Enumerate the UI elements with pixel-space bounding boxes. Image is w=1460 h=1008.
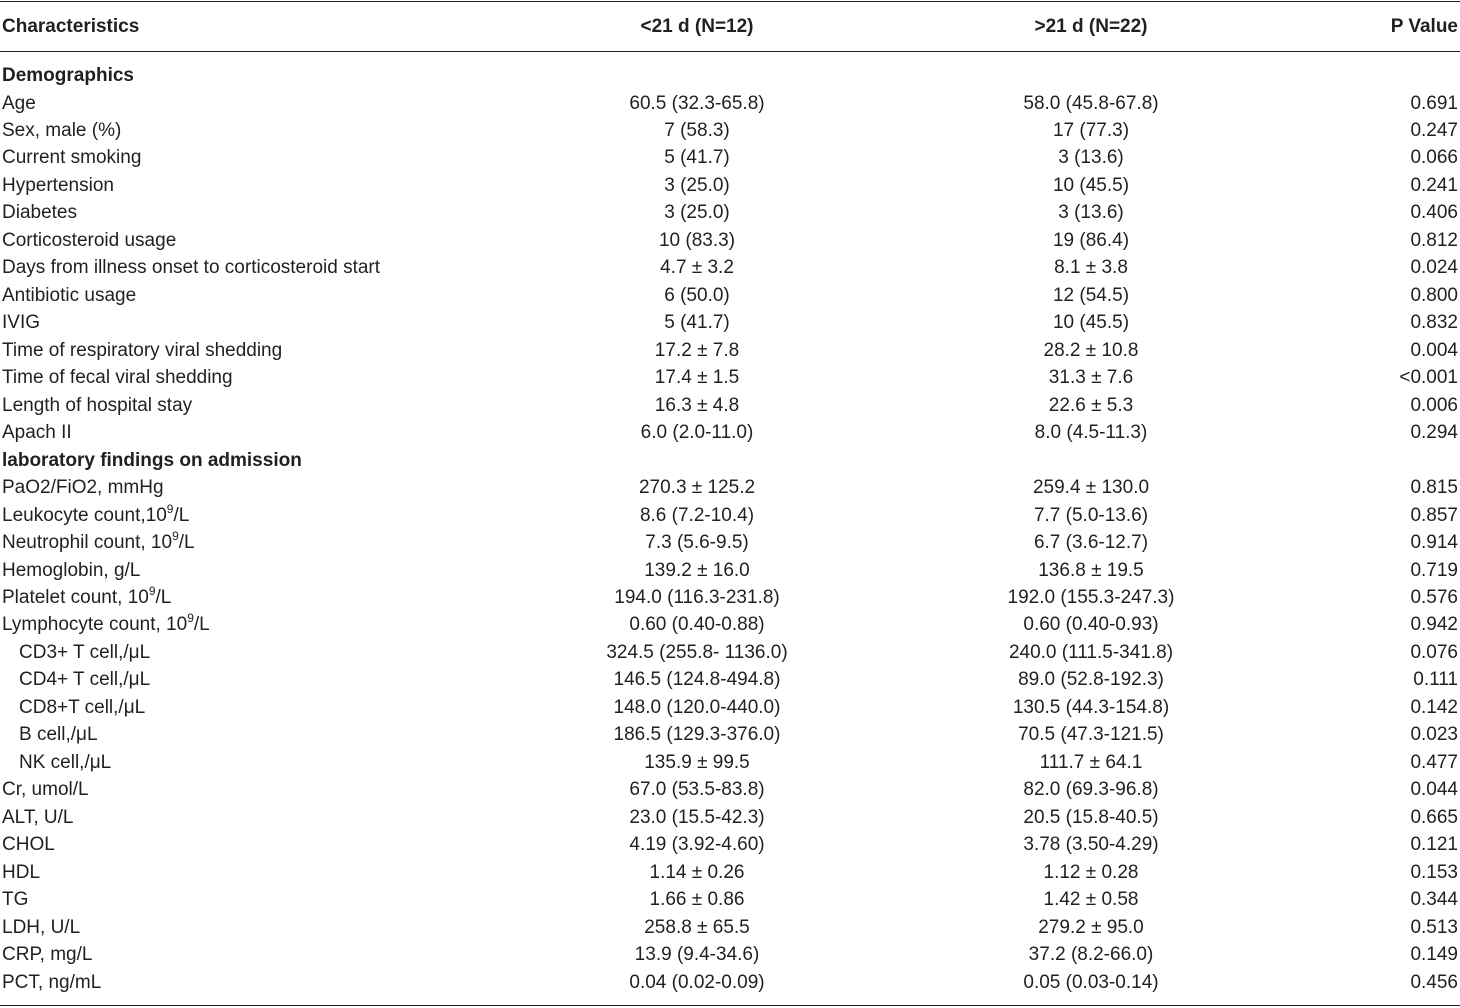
table-header-rule (0, 51, 1460, 52)
row-characteristic: Platelet count, $10^9/L$ (2, 583, 172, 608)
cell-under-21d: 3 (25.0) (664, 202, 730, 224)
section-title: laboratory findings on admission (2, 449, 302, 471)
cell-under-21d: 17.2 ± 7.8 (654, 339, 740, 361)
cell-over-21d: 259.4 ± 130.0 (1032, 477, 1150, 498)
table-top-rule (0, 1, 1460, 2)
table-row (0, 886, 1460, 913)
row-characteristic: Age (2, 92, 36, 114)
cell-over-21d: 3 (13.6) (1058, 202, 1124, 224)
row-characteristic: Sex, male (%) (2, 119, 122, 141)
section-heading (0, 447, 1460, 474)
cell-over-21d: 111.7 ± 64.1 (1039, 751, 1143, 773)
row-characteristic: Length of hospital stay (2, 394, 193, 416)
table-row (0, 254, 1460, 281)
table-row (0, 227, 1460, 254)
table-row (0, 941, 1460, 968)
cell-over-21d: 6.7 (3.6-12.7) (1033, 532, 1149, 553)
cell-p-value: 0.247 (1410, 119, 1458, 141)
table-row (0, 804, 1460, 831)
cell-under-21d: 1.66 ± 0.86 (649, 889, 745, 911)
cell-p-value: 0.812 (1410, 229, 1458, 251)
table-row (0, 611, 1460, 638)
cell-over-21d: 8.1 ± 3.8 (1054, 257, 1128, 279)
cell-p-value: 0.004 (1410, 339, 1458, 361)
row-characteristic: Days from illness onset to corticosteroid start (2, 257, 381, 279)
table-row (0, 199, 1460, 226)
cell-under-21d: 0.60 (0.40-0.88) (629, 614, 765, 636)
table-row (0, 749, 1460, 776)
cell-p-value: 0.800 (1410, 284, 1458, 306)
cell-p-value: <0.001 (1399, 367, 1458, 389)
cell-p-value: 0.149 (1410, 944, 1458, 965)
cell-over-21d: 17 (77.3) (1052, 119, 1130, 141)
cell-over-21d: 1.12 ± 0.28 (1043, 861, 1139, 883)
cell-over-21d: 82.0 (69.3-96.8) (1023, 779, 1159, 801)
cell-p-value: 0.456 (1410, 971, 1458, 993)
cell-under-21d: 23.0 (15.5-42.3) (629, 806, 765, 828)
row-characteristic: ALT, U/L (2, 806, 74, 828)
cell-under-21d: 324.5 (255.8- 1136.0) (606, 641, 788, 663)
cell-under-21d: 0.04 (0.02-0.09) (629, 971, 765, 993)
cell-over-21d: 1.42 ± 0.58 (1043, 889, 1139, 911)
cell-p-value: 0.477 (1410, 751, 1458, 773)
cell-under-21d: 10 (83.3) (658, 229, 736, 251)
row-characteristic: Current smoking (2, 147, 142, 169)
row-characteristic: TG (2, 889, 29, 911)
cell-over-21d: 130.5 (44.3-154.8) (1012, 696, 1170, 718)
cell-over-21d: 0.05 (0.03-0.14) (1023, 971, 1159, 993)
row-characteristic: B cell,/μL (19, 724, 98, 746)
cell-over-21d: 3 (13.6) (1058, 147, 1124, 169)
cell-over-21d: 8.0 (4.5-11.3) (1034, 422, 1148, 444)
cell-p-value: 0.832 (1410, 312, 1458, 334)
cell-p-value: 0.914 (1410, 532, 1458, 553)
table-row (0, 969, 1460, 996)
cell-over-21d: 12 (54.5) (1052, 284, 1130, 306)
cell-over-21d: 192.0 (155.3-247.3) (1007, 586, 1175, 608)
cell-p-value: 0.023 (1410, 724, 1458, 746)
cell-under-21d: 139.2 ± 16.0 (644, 559, 750, 581)
cell-over-21d: 58.0 (45.8-67.8) (1023, 92, 1159, 114)
table-row (0, 666, 1460, 693)
row-characteristic: Neutrophil count, $10^9/L$ (2, 529, 195, 553)
cell-p-value: 0.665 (1410, 806, 1458, 828)
cell-under-21d: 8.6 (7.2-10.4) (639, 504, 755, 526)
cell-under-21d: 17.4 ± 1.5 (654, 367, 740, 389)
row-characteristic: Hemoglobin, g/L (2, 559, 141, 581)
cell-over-21d: 31.3 ± 7.6 (1048, 367, 1134, 389)
cell-p-value: 0.691 (1410, 92, 1458, 114)
row-characteristic: Hypertension (2, 174, 114, 196)
row-characteristic: Antibiotic usage (2, 284, 137, 306)
cell-p-value: 0.513 (1410, 916, 1458, 938)
cell-over-21d: 28.2 ± 10.8 (1043, 339, 1139, 361)
row-characteristic: Leukocyte $count,10^9/L$ (2, 501, 190, 526)
cell-over-21d: 279.2 ± 95.0 (1038, 916, 1144, 938)
cell-p-value: 0.076 (1410, 641, 1458, 663)
cell-under-21d: 194.0 (116.3-231.8) (614, 586, 780, 608)
row-characteristic: NK cell,/μL (19, 751, 112, 773)
cell-p-value: 0.344 (1410, 889, 1458, 911)
row-characteristic: Corticosteroid usage (2, 229, 177, 251)
cell-over-21d: 70.5 (47.3-121.5) (1018, 724, 1164, 746)
cell-over-21d: 136.8 ± 19.5 (1038, 559, 1144, 581)
cell-over-21d: 89.0 (52.8-192.3) (1018, 669, 1164, 691)
cell-p-value: 0.294 (1410, 422, 1458, 444)
table-row (0, 419, 1460, 446)
row-characteristic: Time of fecal viral shedding (2, 367, 233, 389)
cell-under-21d: 270.3 ± 125.2 (638, 477, 756, 498)
row-characteristic: Diabetes (2, 202, 77, 224)
cell-over-21d: 22.6 ± 5.3 (1048, 394, 1134, 416)
cell-under-21d: 146.5 (124.8-494.8) (613, 669, 781, 691)
cell-over-21d: 7.7 (5.0-13.6) (1033, 504, 1149, 526)
cell-under-21d: 5 (41.7) (664, 147, 730, 169)
cell-over-21d: 20.5 (15.8-40.5) (1023, 806, 1159, 828)
header-characteristics: Characteristics (2, 16, 140, 37)
cell-under-21d: 13.9 (9.4-34.6) (634, 944, 760, 965)
table-row (0, 172, 1460, 199)
table-row (0, 776, 1460, 803)
cell-p-value: 0.044 (1410, 779, 1458, 801)
row-characteristic: CRP, mg/L (2, 944, 93, 965)
row-characteristic: IVIG (2, 312, 41, 334)
cell-p-value: 0.576 (1410, 586, 1458, 608)
row-characteristic: CHOL (2, 834, 55, 856)
cell-under-21d: 3 (25.0) (664, 174, 730, 196)
cell-p-value: 0.942 (1410, 614, 1458, 636)
cell-over-21d: 3.78 (3.50-4.29) (1023, 834, 1159, 856)
row-characteristic: LDH, U/L (2, 916, 81, 938)
table-row (0, 337, 1460, 364)
header-p-value: P Value (1390, 16, 1458, 37)
table-row (0, 859, 1460, 886)
table-row (0, 364, 1460, 391)
cell-p-value: 0.815 (1410, 477, 1458, 498)
section-heading (0, 62, 1460, 89)
cell-under-21d: 135.9 ± 99.5 (644, 751, 750, 773)
cell-under-21d: 6.0 (2.0-11.0) (640, 422, 754, 444)
cell-under-21d: 7 (58.3) (664, 119, 730, 141)
table-row (0, 474, 1460, 501)
cell-under-21d: 67.0 (53.5-83.8) (629, 779, 765, 801)
row-characteristic: Lymphocyte count, $10^9/L$ (2, 611, 210, 636)
table-row (0, 282, 1460, 309)
cell-under-21d: 7.3 (5.6-9.5) (645, 532, 749, 553)
table-row (0, 309, 1460, 336)
cell-p-value: 0.006 (1410, 394, 1458, 416)
cell-under-21d: 4.7 ± 3.2 (660, 257, 734, 279)
cell-over-21d: 37.2 (8.2-66.0) (1028, 944, 1154, 965)
table-row (0, 529, 1460, 556)
cell-p-value: 0.142 (1410, 696, 1458, 718)
row-characteristic: Time of respiratory viral shedding (2, 339, 283, 361)
row-characteristic: Cr, umol/L (2, 779, 89, 801)
table-row (0, 721, 1460, 748)
header-group-under-21d: <21 d (N=12) (640, 16, 754, 37)
cell-under-21d: 1.14 ± 0.26 (649, 861, 745, 883)
table-bottom-rule (0, 1005, 1460, 1006)
table-row (0, 694, 1460, 721)
cell-under-21d: 5 (41.7) (664, 312, 730, 334)
cell-p-value: 0.024 (1410, 257, 1458, 279)
cell-p-value: 0.857 (1410, 504, 1458, 526)
cell-over-21d: 0.60 (0.40-0.93) (1023, 614, 1159, 636)
row-characteristic: Apach II (2, 422, 72, 444)
table-row (0, 831, 1460, 858)
cell-over-21d: 10 (45.5) (1052, 312, 1130, 334)
table-row (0, 914, 1460, 941)
row-characteristic: CD3+ T cell,/μL (19, 641, 151, 663)
row-characteristic: CD4+ T cell,/μL (19, 669, 151, 691)
table-row (0, 144, 1460, 171)
table-row (0, 639, 1460, 666)
cell-over-21d: 19 (86.4) (1052, 229, 1130, 251)
cell-under-21d: 6 (50.0) (664, 284, 730, 306)
table-row (0, 584, 1460, 611)
cell-under-21d: 60.5 (32.3-65.8) (629, 92, 765, 114)
cell-under-21d: 258.8 ± 65.5 (644, 916, 750, 938)
cell-over-21d: 240.0 (111.5-341.8) (1008, 641, 1174, 663)
table-row (0, 90, 1460, 117)
table-header-row (0, 13, 1460, 40)
cell-p-value: 0.406 (1410, 202, 1458, 224)
header-group-over-21d: >21 d (N=22) (1034, 16, 1148, 37)
row-characteristic: HDL (2, 861, 41, 883)
cell-under-21d: 186.5 (129.3-376.0) (613, 724, 781, 746)
cell-p-value: 0.111 (1413, 669, 1458, 691)
table-row (0, 502, 1460, 529)
cell-p-value: 0.066 (1410, 147, 1458, 169)
cell-p-value: 0.241 (1410, 174, 1458, 196)
section-title: Demographics (2, 65, 134, 86)
row-characteristic: CD8+T cell,/μL (19, 696, 146, 718)
cell-over-21d: 10 (45.5) (1052, 174, 1130, 196)
table-row (0, 117, 1460, 144)
cell-p-value: 0.153 (1410, 861, 1458, 883)
table-row (0, 557, 1460, 584)
cell-under-21d: 4.19 (3.92-4.60) (629, 834, 765, 856)
cell-under-21d: 148.0 (120.0-440.0) (613, 696, 781, 718)
row-characteristic: PCT, ng/mL (2, 971, 102, 993)
cell-p-value: 0.719 (1410, 559, 1458, 581)
table-row (0, 392, 1460, 419)
row-characteristic: PaO2/FiO2, mmHg (2, 477, 164, 498)
cell-p-value: 0.121 (1410, 834, 1458, 856)
cell-under-21d: 16.3 ± 4.8 (654, 394, 740, 416)
